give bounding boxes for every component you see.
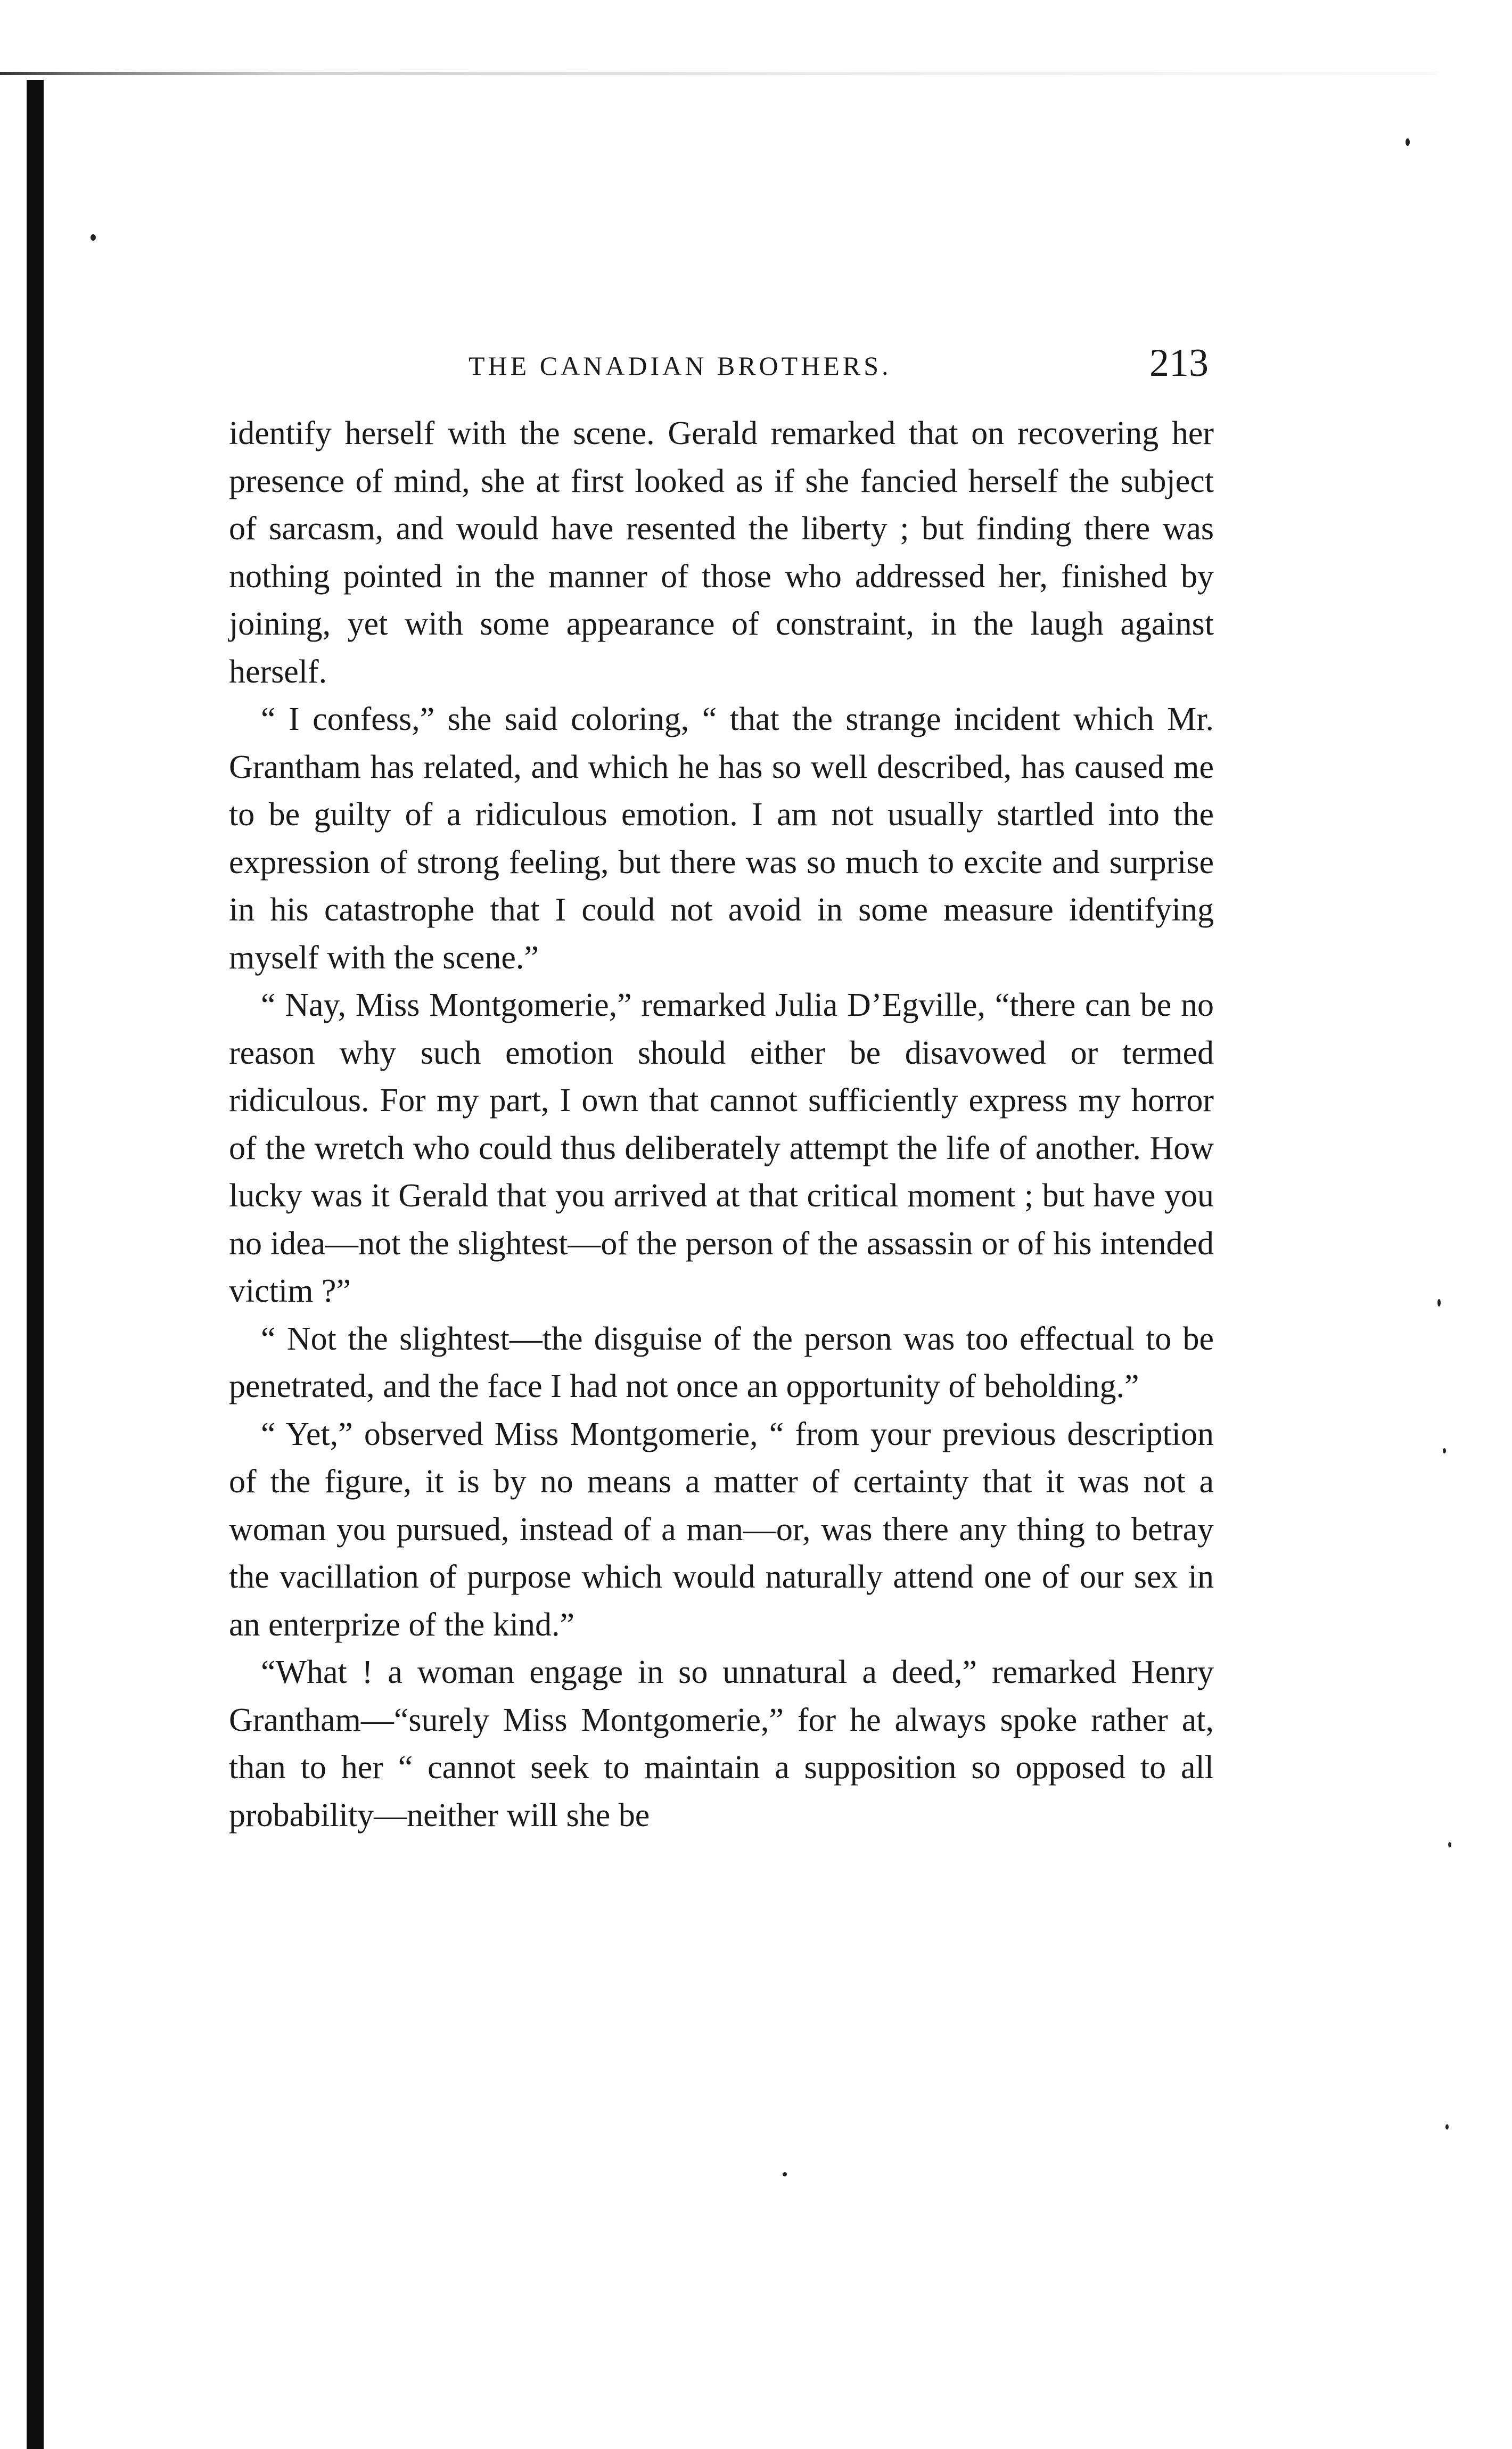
scan-speck [1445, 2124, 1449, 2130]
paragraph: “ Nay, Miss Montgomerie,” remarked Julia D’Egville, “there can be no reason why such emotion should either be disavowed or termed ridiculous. For my part, I own that cannot sufficiently express my horror of the wretch who could thus deliberately attempt the life of another. How lucky was it Gerald that you arrived at that critical moment ; but have you no idea—not the slightest—of the person of the assassin or of his intended victim ?” [229, 987, 1214, 1309]
running-head: THE CANADIAN BROTHERS. [469, 351, 892, 381]
binding-edge [27, 80, 44, 2449]
scan-speck [91, 234, 96, 241]
scan-speck [1406, 138, 1410, 146]
page-header [469, 341, 1225, 399]
scan-speck [1443, 1448, 1446, 1453]
scan-speck [1437, 1299, 1441, 1306]
paragraph: “ I confess,” she said coloring, “ that the strange incident which Mr. Grantham has related, and which he has so well described, has caused me to be guilty of a ridiculous emotion. I am not usually startled into the expression of strong feeling, but there was so much to excite and surprise in his catastrophe that I could not avoid in some measure identifying myself with the scene.” [229, 701, 1214, 976]
paragraph: “ Yet,” observed Miss Montgomerie, “ from your previous description of the figure, it is by no means a matter of certainty that it was not a woman you pursued, instead of a man—or, was there any thing to betray the vacillation of purpose which would naturally attend one of our sex in an enterprize of the kind.” [229, 1416, 1214, 1643]
scan-speck [1448, 1842, 1451, 1847]
body-text [229, 410, 1214, 1839]
paragraph: identify herself with the scene. Gerald remarked that on recovering her presence of mind, she at first looked as if she fancied herself the subject of sarcasm, and would have resented the liberty ; but finding there was nothing pointed in the manner of those who addressed her, finished by joining, yet with some appearance of constraint, in the laugh against herself. [229, 415, 1214, 690]
paragraph: “ Not the slightest—the disguise of the person was too effectual to be penetrated, and the face I had not once an opportunity of beholding.” [229, 1320, 1214, 1404]
paragraph: “What ! a woman engage in so unnatural a deed,” remarked Henry Grantham—“surely Miss Montgomerie,” for he always spoke rather at, than to her “ cannot seek to maintain a supposition so opposed to all probability—neither will she be [229, 1654, 1214, 1834]
page-number: 213 [1149, 341, 1209, 385]
scan-speck [783, 2172, 787, 2176]
page-top-edge [0, 72, 1437, 75]
